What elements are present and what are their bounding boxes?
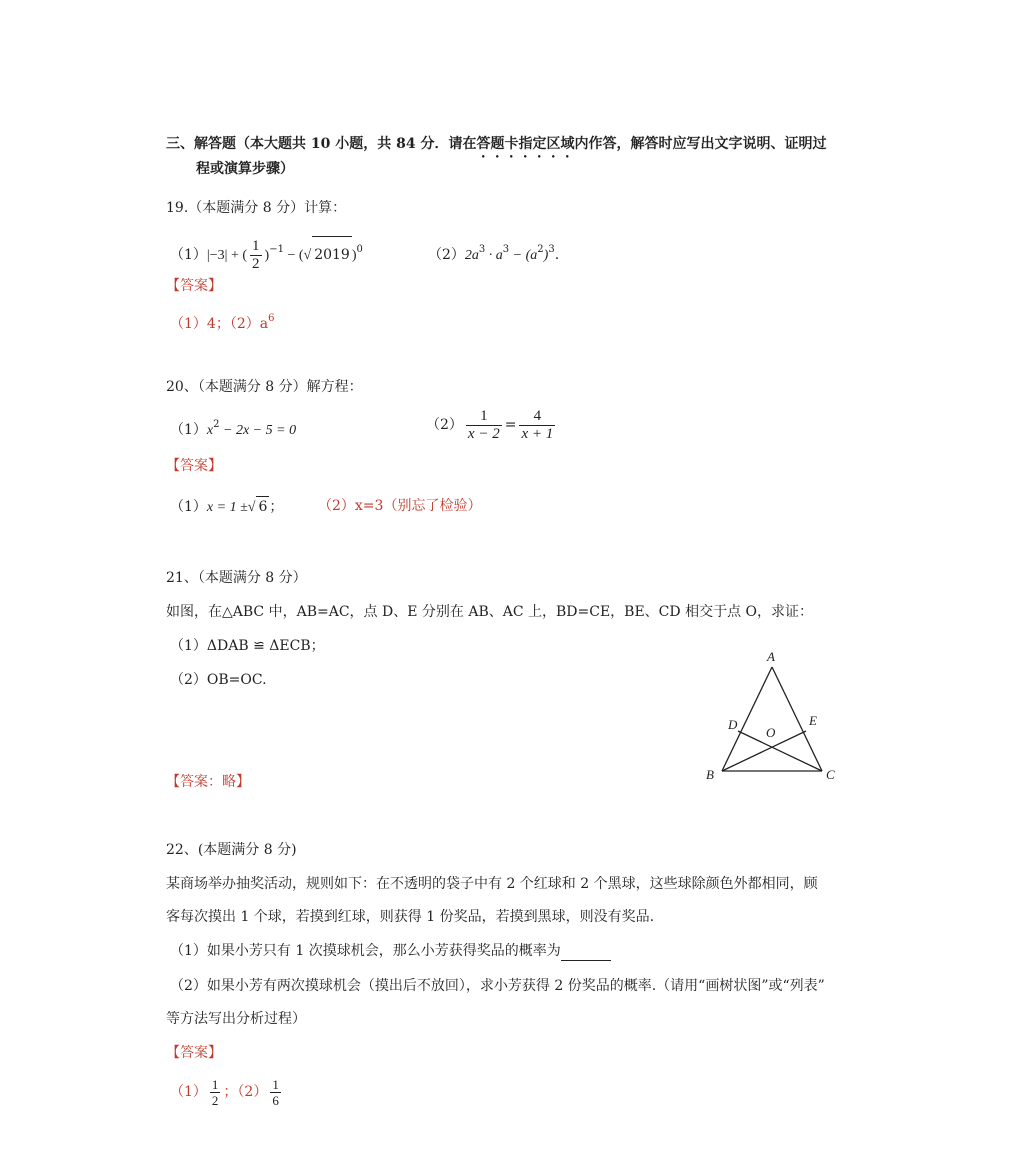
q20-answer1: （1）x = 1 ±√ 6 ； [170, 496, 283, 518]
q19-answer-label: 【答案】 [166, 278, 222, 294]
section-heading-line2: 程或演算步骤） [196, 161, 294, 177]
fraction: $\frac{4}{x + 1}$ [521, 407, 554, 442]
fraction: $\frac{1}{2}$ [252, 237, 260, 272]
fraction: $\frac{1}{2}$ [211, 1076, 219, 1108]
q19-title: 19.（本题满分 8 分）计算： [166, 200, 347, 216]
q22-part2-line1: （2）如果小芳有两次摸球机会（摸出后不放回），求小芳获得 2 份奖品的概率.（请用“画树状图”或“列表” [170, 978, 825, 994]
q20-title: 20、（本题满分 8 分）解方程： [166, 379, 363, 395]
q21-title: 21、（本题满分 8 分） [166, 570, 307, 586]
label-a: A [767, 649, 775, 664]
q20-answer-label: 【答案】 [166, 458, 222, 474]
label-c: C [826, 767, 835, 782]
triangle-figure [700, 645, 850, 785]
q19-answer: （1）4；$(2)a^6$ [170, 313, 275, 332]
label-d: D [728, 717, 738, 732]
answer-blank [561, 946, 611, 961]
fraction: $\frac{1}{6}$ [272, 1076, 279, 1108]
section-heading: 三、解答题（本大题共 10 小题，共 84 分．请在答题卡指定区域内作答，解答时应写出文字说明、证明过 [166, 136, 827, 152]
q21-answer: 【答案：略】 [166, 774, 250, 790]
q20-part1: $(1)x^2 - 2x - 5 = 0$ [170, 419, 297, 438]
q21-stem: 如图，在△ABC 中，AB=AC，点 D、E 分别在 AB、AC 上，BD=CE，BE、CD 相交于点 O，求证： [166, 604, 813, 620]
fraction: $\frac{1}{x - 2}$ [467, 407, 500, 442]
emphasized-phrase: 答题卡指定区域 [476, 136, 575, 152]
segment-cd [738, 731, 822, 771]
q22-title: 22、(本题满分 8 分) [166, 842, 297, 858]
q21-part1: （1）ΔDAB ≌ ΔECB； [170, 638, 325, 654]
q20-part2: （2） $\frac{1}{x - 2}$ = $\frac{4}{x + 1}$ [426, 407, 554, 442]
q22-part1: （1）如果小芳只有 1 次摸球机会，那么小芳获得奖品的概率为 [170, 941, 611, 961]
sqrt-radicand: 6 [256, 496, 269, 517]
q22-stem-line2: 客每次摸出 1 个球，若摸到红球，则获得 1 份奖品，若摸到黑球，则没有奖品. [166, 909, 655, 925]
q19-part1: （1）|−3| + ( $\frac{1}{2}$ )$^{-1}$ − (√ 2019 )$^0$ [170, 237, 363, 272]
q21-part2: （2）OB=OC. [170, 672, 267, 688]
q20-answer2: （2）x=3（别忘了检验） [318, 498, 482, 514]
q19-part2: $(2)2a^3 \cdot a^3 - (a^2)^3$. [428, 244, 560, 263]
label-o: O [766, 725, 776, 740]
q22-stem-line1: 某商场举办抽奖活动，规则如下：在不透明的袋子中有 2 个红球和 2 个黑球，这些球除颜色外都相同，顾 [166, 876, 818, 892]
q22-answer-label: 【答案】 [166, 1045, 222, 1061]
label-b: B [706, 767, 714, 782]
q22-part2-line2: 等方法写出分析过程） [166, 1011, 306, 1027]
q22-answer: （1） $\frac{1}{2}$ ；（2） $\frac{1}{6}$ [170, 1076, 279, 1108]
label-e: E [809, 713, 817, 728]
segment-be [722, 731, 806, 771]
sqrt-radicand: 2019 [312, 236, 352, 273]
